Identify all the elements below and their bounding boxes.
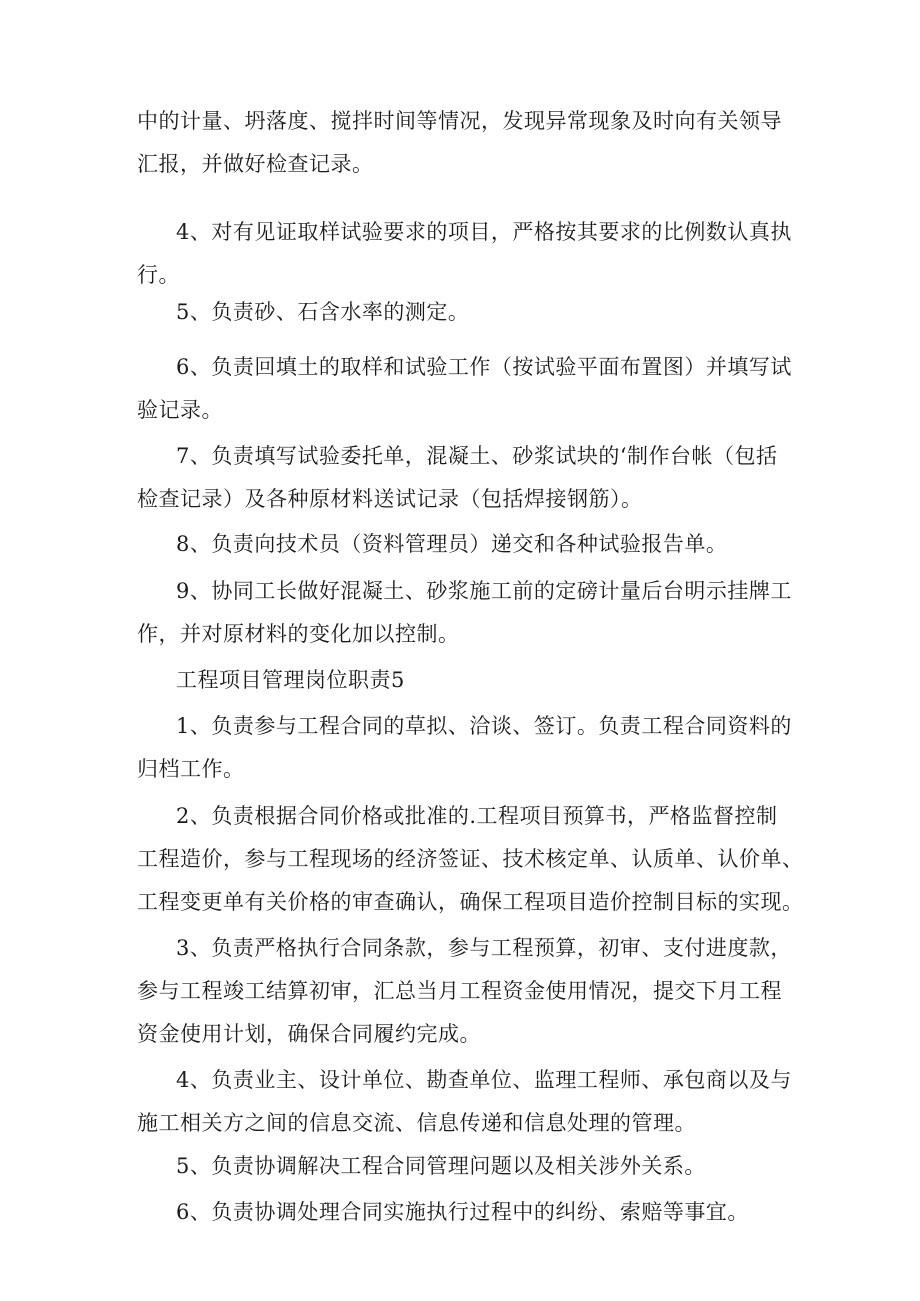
text-line: 9、协同工长做好混凝土、砂浆施工前的定磅计量后台明示挂牌工 <box>176 579 792 603</box>
text-line: 行。 <box>137 263 180 287</box>
text-line: 汇报，并做好检查记录。 <box>137 152 374 176</box>
text-line: 5、负责协调解决工程合同管理问题以及相关涉外关系。 <box>176 1154 706 1178</box>
text-line: 资金使用计划，确保合同履约完成。 <box>137 1022 481 1046</box>
text-line: 6、负责回填土的取样和试验工作（按试验平面布置图）并填写试 <box>176 355 792 379</box>
text-line: 6、负责协调处理合同实施执行过程中的纠纷、索赔等事宜。 <box>176 1200 749 1224</box>
text-line: 4、对有见证取样试验要求的项目，严格按其要求的比例数认真执 <box>176 220 792 244</box>
text-line: 5、负责砂、石含水率的测定。 <box>176 300 470 324</box>
text-line: 作，并对原材料的变化加以控制。 <box>137 622 460 646</box>
text-line: 4、负责业主、设计单位、勘查单位、监理工程师、承包商以及与 <box>176 1068 792 1092</box>
text-line: 验记录。 <box>137 398 223 422</box>
text-line: 检查记录）及各种原材料送试记录（包括焊接钢筋）。 <box>137 487 643 511</box>
text-line: 2、负责根据合同价格或批准的.工程项目预算书，严格监督控制 <box>176 804 778 828</box>
text-line: 7、负责填写试验委托单，混凝土、砂浆试块的‘制作台帐（包括 <box>176 444 778 468</box>
text-line: 中的计量、坍落度、搅拌时间等情况，发现异常现象及时向有关领导 <box>137 109 782 133</box>
section-heading: 工程项目管理岗位职责5 <box>176 668 405 692</box>
text-line: 工程造价，参与工程现场的经济签证、技术核定单、认质单、认价单、 <box>137 847 804 871</box>
text-line: 3、负责严格执行合同条款，参与工程预算，初审、支付进度款， <box>176 936 792 960</box>
text-line: 8、负责向技术员（资料管理员）递交和各种试验报告单。 <box>176 532 728 556</box>
text-line: 施工相关方之间的信息交流、信息传递和信息处理的管理。 <box>137 1111 696 1135</box>
text-line: 工程变更单有关价格的审查确认，确保工程项目造价控制目标的实现。 <box>137 890 804 914</box>
text-line: 归档工作。 <box>137 757 245 781</box>
text-line: 参与工程竣工结算初审，汇总当月工程资金使用情况，提交下月工程 <box>137 979 782 1003</box>
text-line: 1、负责参与工程合同的草拟、洽谈、签订。负责工程合同资料的 <box>176 714 792 738</box>
